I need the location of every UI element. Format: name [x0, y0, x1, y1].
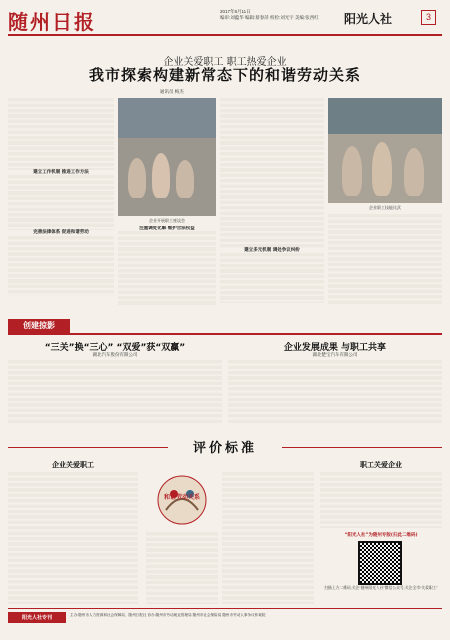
lead-byline: 通讯员 梅杰: [160, 89, 184, 94]
masthead: [8, 4, 442, 36]
lead-column-4: [328, 214, 442, 306]
qr-code-icon[interactable]: [358, 541, 402, 585]
body-text-block: [8, 98, 114, 170]
lead-subhead-1: 建立工作机制 推进工作方法: [33, 170, 89, 175]
page-number: 3: [421, 10, 436, 25]
eval-right-body: [320, 472, 442, 528]
body-text-block: [8, 236, 114, 296]
eval-mid-body: [222, 472, 314, 604]
qr-caption: 扫描上方二维码,关注“随州阳光人社”微信公众号,关注全市“关爱职工”: [324, 586, 438, 590]
article-2-body: [228, 360, 442, 424]
staff-line: 编审:刘蕴华 编辑:蔡春萍 校检:刘光宇 美编:张西红: [220, 15, 319, 20]
article-1-body: [8, 360, 222, 424]
article-1-org: 湖北汽车股份有限公司: [92, 352, 138, 357]
eval-left-head: 企业关爱职工: [52, 461, 94, 469]
qr-cta: “阳光人社”为随州专版(扫此二维码): [344, 533, 418, 538]
footer-text: 主办:随州市人力资源和社会保障局、随州日报社 协办:随州市劳动就业管理局 随州市社会保险局 随州市劳动人事争议仲裁院: [70, 613, 266, 617]
lead-subhead-4: 建立多元机制 调处争议纠纷: [244, 248, 300, 253]
body-text-block: [118, 231, 216, 305]
article-1-title: “三关”换“三心” “双爱”获“双赢”: [44, 343, 186, 353]
harmony-graphic: [146, 470, 218, 528]
lead-column-3: [220, 98, 324, 306]
lead-column-2: [118, 226, 216, 306]
eval-left-body: [8, 472, 138, 604]
lead-column-1: [8, 98, 114, 304]
lead-photo-right-caption: 企业职工技能比武: [369, 205, 401, 210]
lead-photo-left-caption: 企业开展职工座谈会: [149, 218, 185, 223]
banner-tag: 创建掠影: [8, 319, 70, 333]
lead-subhead-3: 注重调处化解 维护合法权益: [139, 226, 195, 231]
lead-photo-left: [118, 98, 216, 216]
eval-right-head: 职工关爱企业: [360, 461, 402, 469]
evaluation-title: 评价标准: [192, 441, 257, 456]
footer-label: 阳光人社专刊: [8, 612, 66, 623]
graphic-label: 和谐劳动关系: [163, 494, 200, 501]
body-text-block: [220, 253, 324, 303]
lead-photo-right: [328, 98, 442, 203]
eval-center-body: [146, 532, 218, 604]
section-banner: [8, 319, 442, 335]
newspaper-logo: 随州日报: [8, 10, 96, 34]
article-2-title: 企业发展成果 与职工共享: [283, 343, 387, 353]
body-text-block: [8, 175, 114, 230]
body-text-block: [220, 98, 324, 248]
section-title: 阳光人社: [344, 12, 393, 26]
lead-kicker: 企业关爱职工 职工热爱企业: [163, 57, 287, 68]
issue-date: 2017年8月11日: [220, 9, 251, 14]
lead-subhead-2: 完善法律体系 促进和谐劳动: [33, 230, 89, 236]
article-2-org: 湖北楚宝汽车有限公司: [312, 352, 358, 357]
lead-headline: 我市探索构建新常态下的和谐劳动关系: [88, 66, 361, 84]
issue-meta: [220, 9, 330, 21]
footer: [8, 608, 442, 635]
